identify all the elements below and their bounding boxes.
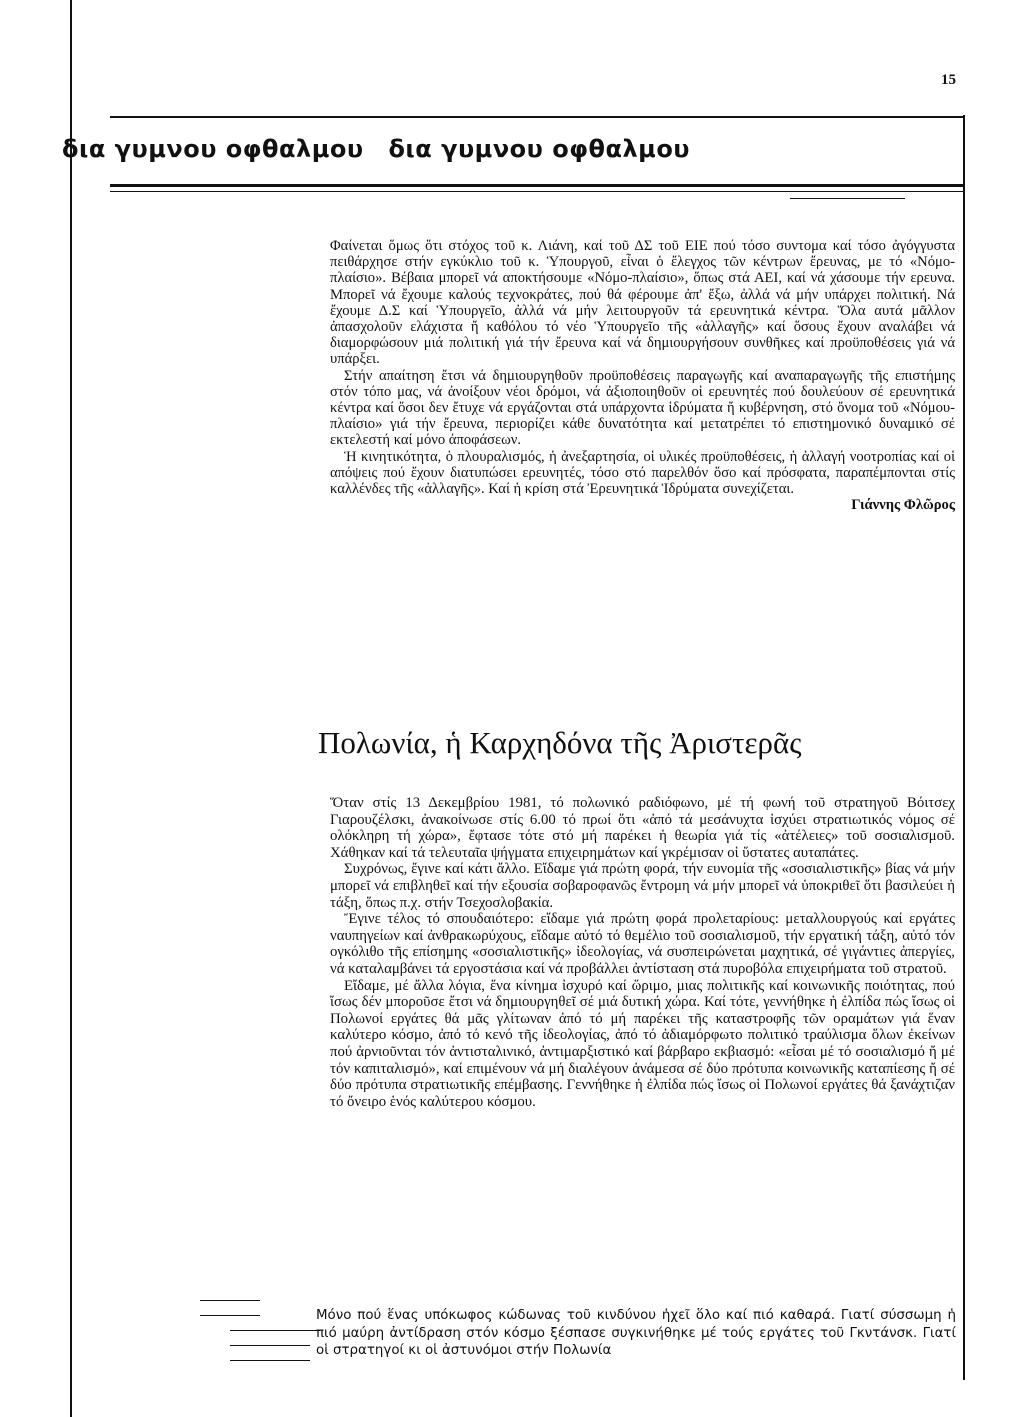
article-paragraph: Φαίνεται ὅμως ὅτι στόχος τοῦ κ. Λιάνη, καί τοῦ ΔΣ τοῦ ΕΙΕ πού τόσο συντομα καί τόσο ἀγόγγυστα πειθάρχησε στήν εγκύκλιο τοῦ κ. Ὑπουργοῦ, εἶναι ὁ ἔλεγχος τῶν κέντρων ἔρευνας, με τό «Νόμο-πλαίσιο». Βέβαια μπορεῖ νά αποκτήσουμε «Νόμο-πλαίσιο», ὅπως στά ΑΕΙ, καί νά χάσουμε τήν ερευνα. Μπορεῖ νά ἔχουμε καλούς τεχνοκράτες, πού θά φέρουμε ἀπ' ἔξω, ἀλλά νά μήν υπάρχει πολιτική. Νά ἔχουμε Δ.Σ καί Ὑπουργεῖο, ἀλλά νά μήν λειτουργοῦν τά ερευνητικά κέντρα. Ὅλα αυτά μᾶλλον ἀπασχολοῦν ελάχιστα ἤ καθόλου τό νέο Ὑπουργεῖο τῆς «ἀλλαγῆς» καί ὅσους ἔχουν αναλάβει νά διαμορφώσουν μιά πολιτική γιά τήν ἔρευνα καί νά δημιουργήσουν συνθῆκες καί προϋποθέσεις γιά νά υπάρξει.: [330, 238, 955, 368]
sidebar-rule: [200, 1315, 260, 1316]
article-title: Πολωνία, ἡ Καρχηδόνα τῆς Ἀριστερᾶς: [318, 725, 802, 760]
masthead-title-repeat: δια γυμνου οφθαλμου: [388, 135, 691, 163]
article-paragraph: Ἡ κινητικότητα, ὁ πλουραλισμός, ἡ ἀνεξαρτησία, οἱ υλικές προϋποθέσεις, ἡ ἀλλαγή νοοτροπίας καί οἱ απόψεις πού ἔχουν διατυπώσει ερευνητές, τόσο στό παρελθόν ὅσο καί πρόσφατα, παραπέμπονται στίς καλλένδες τῆς «ἀλλαγῆς». Καί ἡ κρίση στά Ἐρευνητικά Ἱδρύματα συνεχίζεται.: [330, 448, 955, 498]
sidebar-rule: [200, 1300, 260, 1301]
article-signature: Γιάννης Φλῶρος: [851, 497, 955, 514]
article-paragraph: Ὅταν στίς 13 Δεκεμβρίου 1981, τό πολωνικό ραδιόφωνο, μέ τή φωνή τοῦ στρατηγοῦ Βόιτσεχ Γιαρουζέλσκι, ἀνακοίνωσε στίς 6.00 τό πρωί ὅτι «ἀπό τά μεσάνυχτα ἰσχύει στρατιωτικός νόμος σέ ολόκληρη τή χώρα», ἔφτασε τότε στό μή παρέκει ἡ θεωρία γιά τίς «ἀτέλειες» τοῦ σοσιαλισμοῦ. Χάθηκαν καί τά τελευταῖα ψήγματα επιχειρημάτων καί γκρέμισαν οἱ ὕστατες αυταπάτες.: [330, 795, 955, 861]
page-right-border: [963, 115, 965, 1380]
article-poland-body: [330, 795, 955, 1110]
article-paragraph: Εἴδαμε, μέ ἄλλα λόγια, ἕνα κίνημα ἰσχυρό καί ὥριμο, μιας πολιτικῆς καί κοινωνικῆς ποιότητας, πού ἴσως δέν μποροῦσε ἔτσι νά δημιουργηθεῖ σέ μιά δυτική χώρα. Καί τότε, γεννήθηκε ἡ ἐλπίδα πώς ἴσως οἱ Πολωνοί εργάτες θά μᾶς γλίτωναν ἀπό τό μή παρέκει τῆς καταστροφῆς τῶν οραμάτων γιά ἕναν καλύτερο κόσμο, ἀπό τό κενό τῆς ἰδεολογίας, ἀπό τό ἀδιαμόρφωτο πολιτικό τραύλισμα ὅλων ἐκείνων πού ἀρνιοῦνται τόν ἀντισταλινικό, ἀντιμαρξιστικό καί βάρβαρο εκβιασμό: «εἶσαι μέ τό σοσιαλισμό ἤ μέ τόν καπιταλισμό», καί επιμένουν νά μή διαλέγουν ἀνάμεσα σέ δύο πρότυπα κοινωνικῆς καταπίεσης ἤ σέ δύο πρότυπα στρατιωτικῆς επέμβασης. Γεννήθηκε ἡ ἐλπίδα πώς ἴσως οἱ Πολωνοί εργάτες θά ξανάχτιζαν τό ὄνειρο ἑνός καλύτερου κόσμου.: [330, 977, 955, 1110]
article-paragraph: Στήν απαίτηση ἔτσι νά δημιουργηθοῦν προϋποθέσεις παραγωγῆς καί αναπαραγωγῆς τῆς επιστήμης στόν τόπο μας, νά ἀνοίξουν νέοι δρόμοι, νά ἀξιοποιηθοῦν οἱ ερευνητές πού δουλεύουν σέ ερευνητικά κέντρα καί ὅσοι δεν ἔτυχε νά εργάζονται στά υπάρχοντα ἱδρύματα ἤ κυβέρνηση, στό ὄνομα τοῦ «Νόμου-πλαίσιο» γιά τήν ἔρευνα, περιορίζει κάθε δυνατότητα καί μετατρέπει τό επιστημονικό δυναμικό σέ εκτελεστή καί μόνο ἀποφάσεων.: [330, 367, 955, 449]
article-continuation: Μόνο πού ἕνας υπόκωφος κώδωνας τοῦ κινδύνου ἠχεῖ ὅλο καί πιό καθαρά. Γιατί σύσσωμη ἡ πιό μαύρη ἀντίδραση στόν κόσμο ξέσπασε συγκινήθηκε μέ τούς εργάτες τοῦ Γκντάνσκ. Γιατί οἱ στρατηγοί κι οἱ ἀστυνόμοι στήν Πολωνία: [316, 1308, 956, 1358]
column-masthead: [62, 135, 962, 163]
sidebar-rule: [230, 1330, 320, 1331]
masthead-rule-thick: [110, 184, 965, 187]
masthead-rule-short: [790, 198, 905, 199]
masthead-rule-thin: [110, 191, 965, 192]
article-paragraph: Ἔγινε τέλος τό σπουδαιότερο: εἴδαμε γιά πρώτη φορά προλεταρίους: μεταλλουργούς καί εργάτες ναυπηγείων καί ἀνθρακωρύχους, εἴδαμε αὐτό τό θεμέλιο τοῦ σοσιαλισμοῦ, τήν εργατική τάξη, αὐτό τόν ογκόλιθο τῆς επίσημης «σοσιαλιστικῆς» ἰδεολογίας, νά συσπειρώνεται μαχητικά, σέ γιγάντιες ἀπεργίες, νά καταλαμβάνει τά εργοστάσια καί νά προβάλλει ἀντίσταση στά πυροβόλα επιχειρήματα τοῦ στρατοῦ.: [330, 911, 955, 977]
sidebar-rule: [230, 1345, 310, 1346]
article-research-body: [330, 238, 955, 513]
sidebar-rule: [230, 1360, 310, 1361]
article-paragraph: Συχρόνως, ἔγινε καί κάτι ἄλλο. Εἴδαμε γιά πρώτη φορά, τήν ευνομία τῆς «σοσιαλιστικῆς» βίας νά μήν μπορεῖ νά επιβληθεῖ καί τήν εξουσία σοβαροφανῶς ἔντρομη νά μήν μπορεῖ νά ὑποκριθεῖ ὅτι βασιλεύει ἡ τάξη, ὅπως π.χ. στήν Τσεχοσλοβακία.: [330, 861, 955, 911]
masthead-title: δια γυμνου οφθαλμου: [62, 135, 364, 163]
masthead-top-rule: [110, 116, 965, 118]
page-left-border: [70, 0, 72, 1417]
page-number: 15: [941, 72, 956, 88]
